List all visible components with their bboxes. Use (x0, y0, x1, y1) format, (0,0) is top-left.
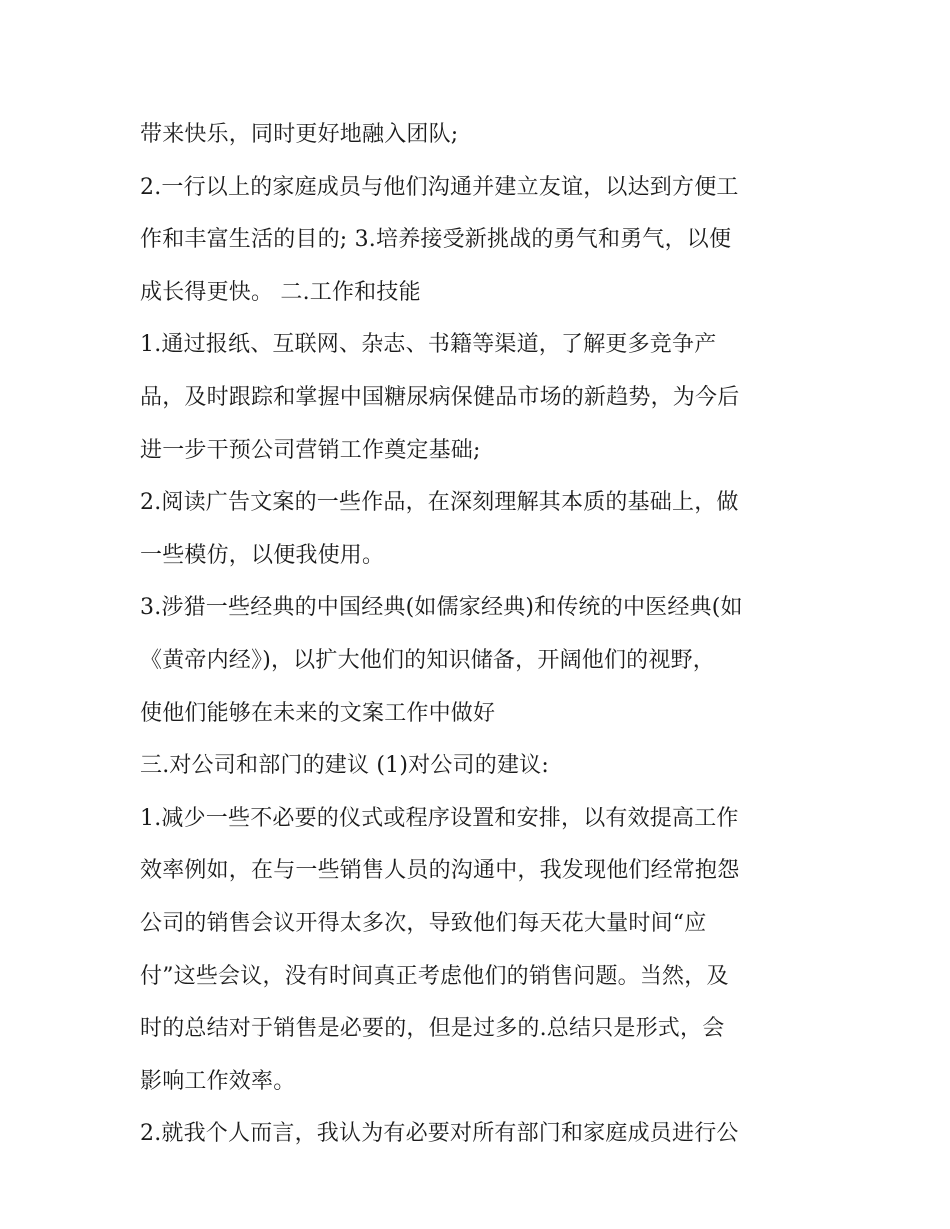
text-line: 三.对公司和部门的建议 (1)对公司的建议: (140, 753, 549, 779)
text-line: 作和丰富生活的目的; 3.培养接受新挑战的勇气和勇气，以便 (140, 227, 732, 253)
text-line: 付”这些会议，没有时间真正考虑他们的销售问题。当然，及 (140, 963, 729, 989)
text-line: 一些模仿，以便我使用。 (140, 542, 385, 568)
text-line: 品，及时跟踪和掌握中国糖尿病保健品市场的新趋势，为今后 (140, 384, 740, 410)
text-line: 2.一行以上的家庭成员与他们沟通并建立友谊，以达到方便工 (140, 174, 739, 200)
text-line: 2.阅读广告文案的一些作品，在深刻理解其本质的基础上，做 (140, 490, 739, 516)
text-line: 公司的销售会议开得太多次，导致他们每天花大量时间“应 (140, 910, 707, 936)
text-line: 《黄帝内经》)，以扩大他们的知识储备，开阔他们的视野， (140, 647, 715, 673)
text-line: 使他们能够在未来的文案工作中做好 (140, 700, 496, 726)
text-line: 带来快乐，同时更好地融入团队; (140, 122, 459, 147)
text-line: 效率例如，在与一些销售人员的沟通中，我发现他们经常抱怨 (140, 858, 740, 884)
text-line: 1.通过报纸、互联网、杂志、书籍等渠道，了解更多竞争产 (140, 332, 717, 358)
text-line: 影响工作效率。 (140, 1068, 296, 1094)
text-line: 时的总结对于销售是必要的，但是过多的.总结只是形式，会 (140, 1016, 725, 1042)
text-line: 2.就我个人而言，我认为有必要对所有部门和家庭成员进行公 (140, 1121, 739, 1147)
text-line: 3.涉猎一些经典的中国经典(如儒家经典)和传统的中医经典(如 (140, 595, 743, 621)
document-body (140, 109, 820, 1161)
text-line: 进一步干预公司营销工作奠定基础; (140, 437, 481, 463)
text-line: 1.减少一些不必要的仪式或程序设置和安排，以有效提高工作 (140, 805, 739, 831)
text-line: 成长得更快。 二.工作和技能 (140, 279, 421, 305)
